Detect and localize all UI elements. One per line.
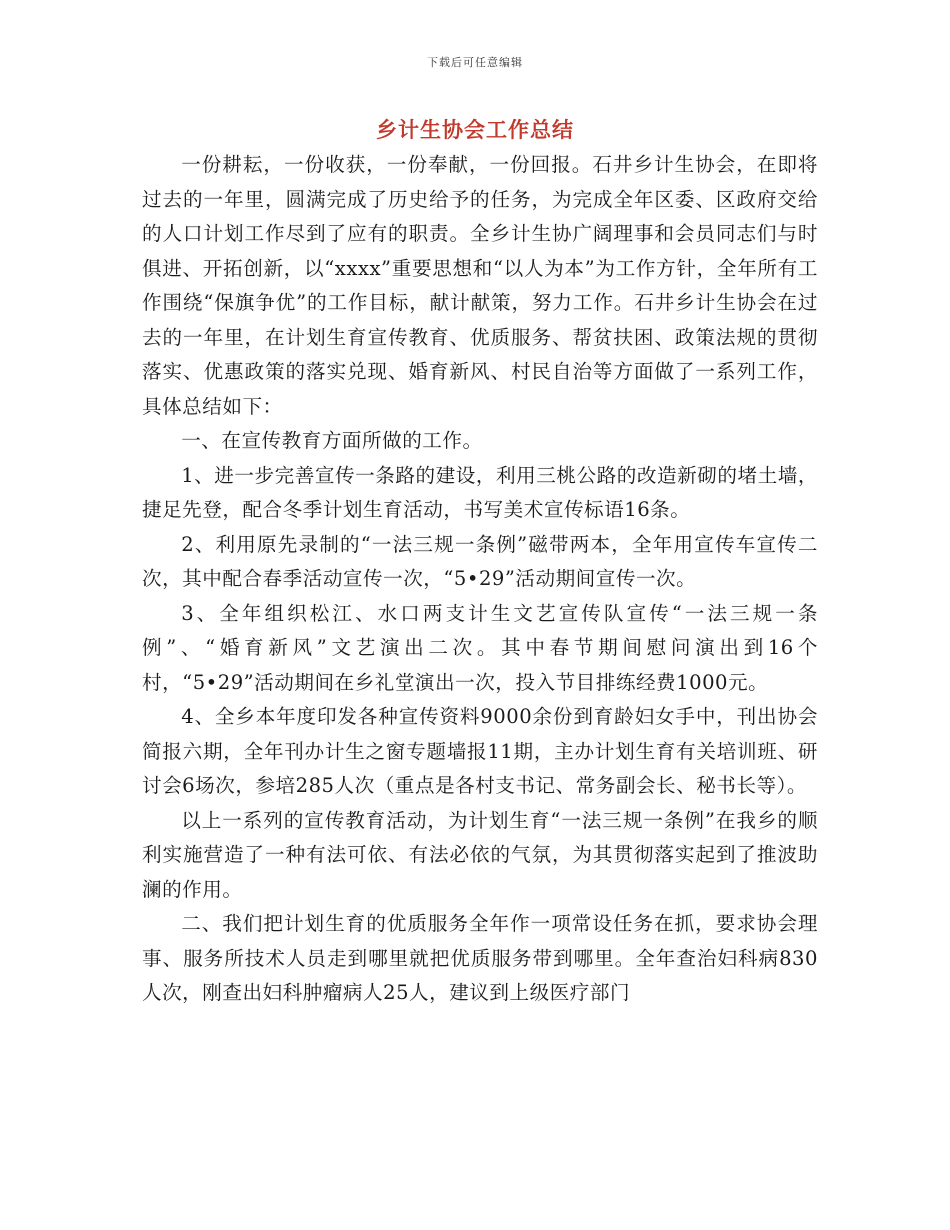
document-body [142,148,818,1011]
document-title: 乡计生协会工作总结 [376,117,574,142]
paragraph-summary: 以上一系列的宣传教育活动，为计划生育“一法三规一条例”在我乡的顺利实施营造了一种有法可依、有法必依的气氛，为其贯彻落实起到了推波助澜的作用。 [142,808,818,901]
paragraph-item-1: 1、进一步完善宣传一条路的建设，利用三桃公路的改造新砌的堵土墙，捷足先登，配合冬季计划生育活动，书写美术宣传标语16条。 [142,463,818,521]
header-note: 下载后可任意编辑 [427,56,523,69]
paragraph-intro: 一份耕耘，一份收获，一份奉献，一份回报。石井乡计生协会，在即将过去的一年里，圆满完成了历史给予的任务，为完成全年区委、区政府交给的人口计划工作尽到了应有的职责。全乡计生协广阔理事和会员同志们与时俱进、开拓创新，以“xxxx”重要思想和“以人为本”为工作方针，全年所有工作围绕“保旗争优”的工作目标，献计献策，努力工作。石井乡计生协会在过去的一年里，在计划生育宣传教育、优质服务、帮贫扶困、政策法规的贯彻落实、优惠政策的落实兑现、婚育新风、村民自治等方面做了一系列工作，具体总结如下： [142,153,818,418]
paragraph-item-2: 2、利用原先录制的“一法三规一条例”磁带两本，全年用宣传车宣传二次，其中配合春季活动宣传一次，“5•29”活动期间宣传一次。 [142,532,818,590]
paragraph-item-3: 3、全年组织松江、水口两支计生文艺宣传队宣传“一法三规一条例”、“婚育新风”文艺演出二次。其中春节期间慰问演出到16个村，“5•29”活动期间在乡礼堂演出一次，投入节目排练经费1000元。 [142,601,818,694]
paragraph-section-2: 二、我们把计划生育的优质服务全年作一项常设任务在抓，要求协会理事、服务所技术人员走到哪里就把优质服务带到哪里。全年查治妇科病830人次，刚查出妇科肿瘤病人25人，建议到上级医疗部门 [142,912,818,1004]
paragraph-item-4: 4、全乡本年度印发各种宣传资料9000余份到育龄妇女手中，刊出协会简报六期，全年刊办计生之窗专题墙报11期，主办计划生育有关培训班、研讨会6场次，参培285人次（重点是各村支书记、常务副会长、秘书长等）。 [142,705,818,797]
paragraph-section-1-heading: 一、在宣传教育方面所做的工作。 [181,429,483,452]
